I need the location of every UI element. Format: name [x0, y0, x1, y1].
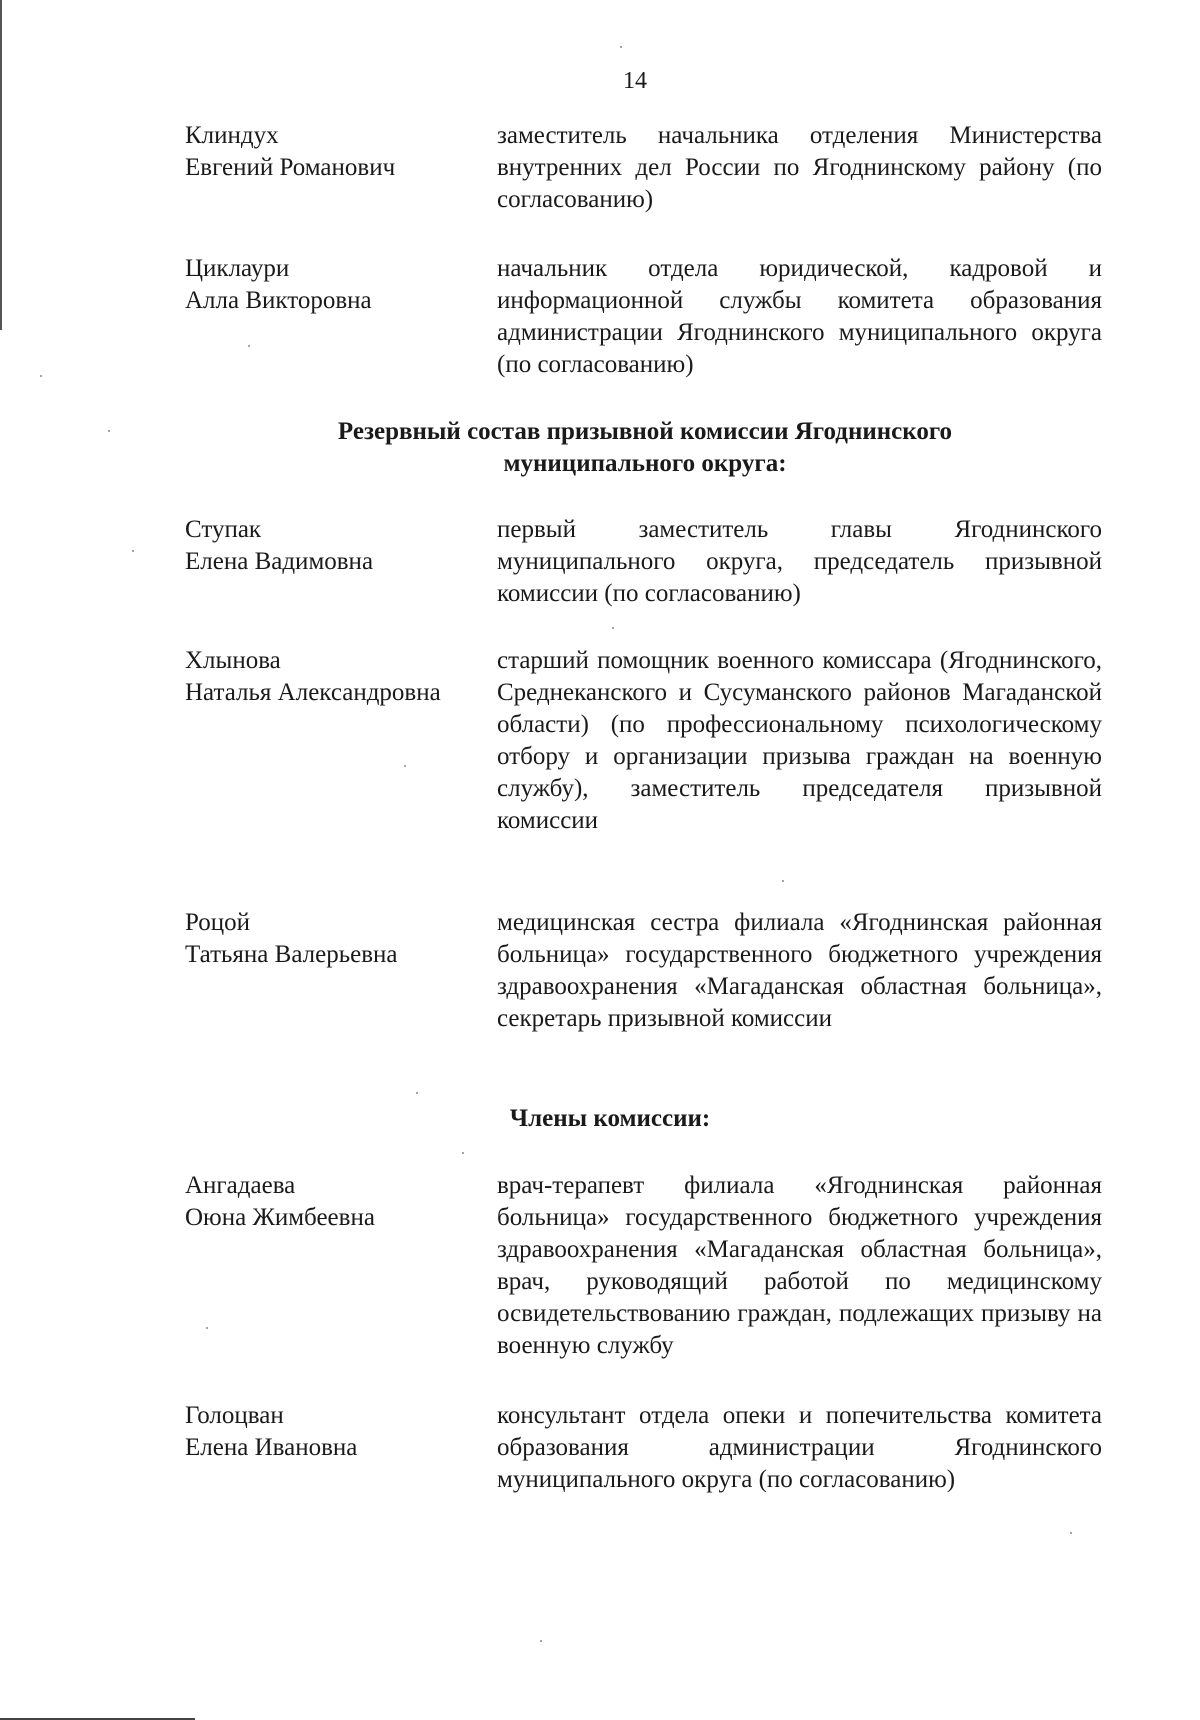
member-surname: Ступак: [185, 516, 262, 543]
member-role: консультант отдела опеки и попечительства комитета образования администрации Ягоднинского муниципального округа (по согласованию): [497, 1402, 1102, 1493]
member-surname: Роцой: [185, 909, 251, 936]
heading-line: Резервный состав призывной комиссии Ягоднинского: [337, 418, 953, 445]
scan-speck: [40, 375, 42, 377]
member-name: [185, 645, 485, 709]
member-name: [185, 120, 485, 184]
page-number: 14: [623, 68, 647, 94]
heading-line: муниципального округа:: [503, 450, 787, 477]
member-name: [185, 907, 485, 971]
scan-speck: [416, 1092, 418, 1094]
scan-speck: [1070, 1532, 1072, 1534]
member-surname: Клиндух: [185, 122, 279, 149]
member-name: [185, 253, 485, 317]
member-given-names: Наталья Александровна: [185, 679, 441, 706]
member-given-names: Оюна Жимбеевна: [185, 1204, 375, 1231]
member-given-names: Татьяна Валерьевна: [185, 941, 398, 968]
member-surname: Циклаури: [185, 255, 290, 282]
member-name: [185, 1170, 485, 1234]
member-name: [185, 1400, 485, 1464]
scan-speck: [248, 345, 250, 347]
member-surname: Голоцван: [185, 1402, 284, 1429]
scan-speck: [612, 627, 614, 629]
member-surname: Ангадаева: [185, 1172, 296, 1199]
member-role: медицинская сестра филиала «Ягоднинская районная больница» государственного бюджетного учреждения здравоохранения «Магаданская областная больница», секретарь призывной комиссии: [497, 909, 1102, 1032]
member-surname: Хлынова: [185, 647, 281, 674]
member-given-names: Елена Ивановна: [185, 1434, 358, 1461]
member-role: первый заместитель главы Ягоднинского муниципального округа, председатель призывной комиссии (по согласованию): [497, 516, 1102, 607]
member-given-names: Елена Вадимовна: [185, 548, 374, 575]
member-given-names: Алла Викторовна: [185, 287, 372, 314]
scan-speck: [782, 880, 784, 882]
member-given-names: Евгений Романович: [185, 154, 396, 181]
scan-speck: [540, 1640, 542, 1642]
member-role: начальник отдела юридической, кадровой и информационной службы комитета образования администрации Ягоднинского муниципального округа (по согласованию): [497, 255, 1102, 378]
scan-speck: [206, 1327, 208, 1329]
scan-speck: [404, 765, 406, 767]
reserve-composition-heading: [240, 416, 1050, 480]
scan-speck: [620, 46, 622, 48]
scan-speck: [132, 550, 134, 552]
members-heading: Члены комиссии:: [509, 1105, 711, 1132]
member-role: заместитель начальника отделения Министерства внутренних дел России по Ягоднинскому району (по согласованию): [497, 122, 1102, 213]
member-role: врач-терапевт филиала «Ягоднинская районная больница» государственного бюджетного учреждения здравоохранения «Магаданская областная больница», врач, руководящий работой по медицинскому освидетельствованию граждан, подлежащих призыву на военную службу: [497, 1172, 1102, 1359]
scan-speck: [108, 430, 110, 432]
scan-speck: [462, 1152, 464, 1154]
member-name: [185, 514, 485, 578]
scan-edge-line: [0, 0, 2, 330]
member-role: старший помощник военного комиссара (Ягоднинского, Среднеканского и Сусуманского районов Магаданской области) (по профессиональному психологическому отбору и организации призыва граждан на военную службу), заместитель председателя призывной комиссии: [497, 647, 1102, 834]
